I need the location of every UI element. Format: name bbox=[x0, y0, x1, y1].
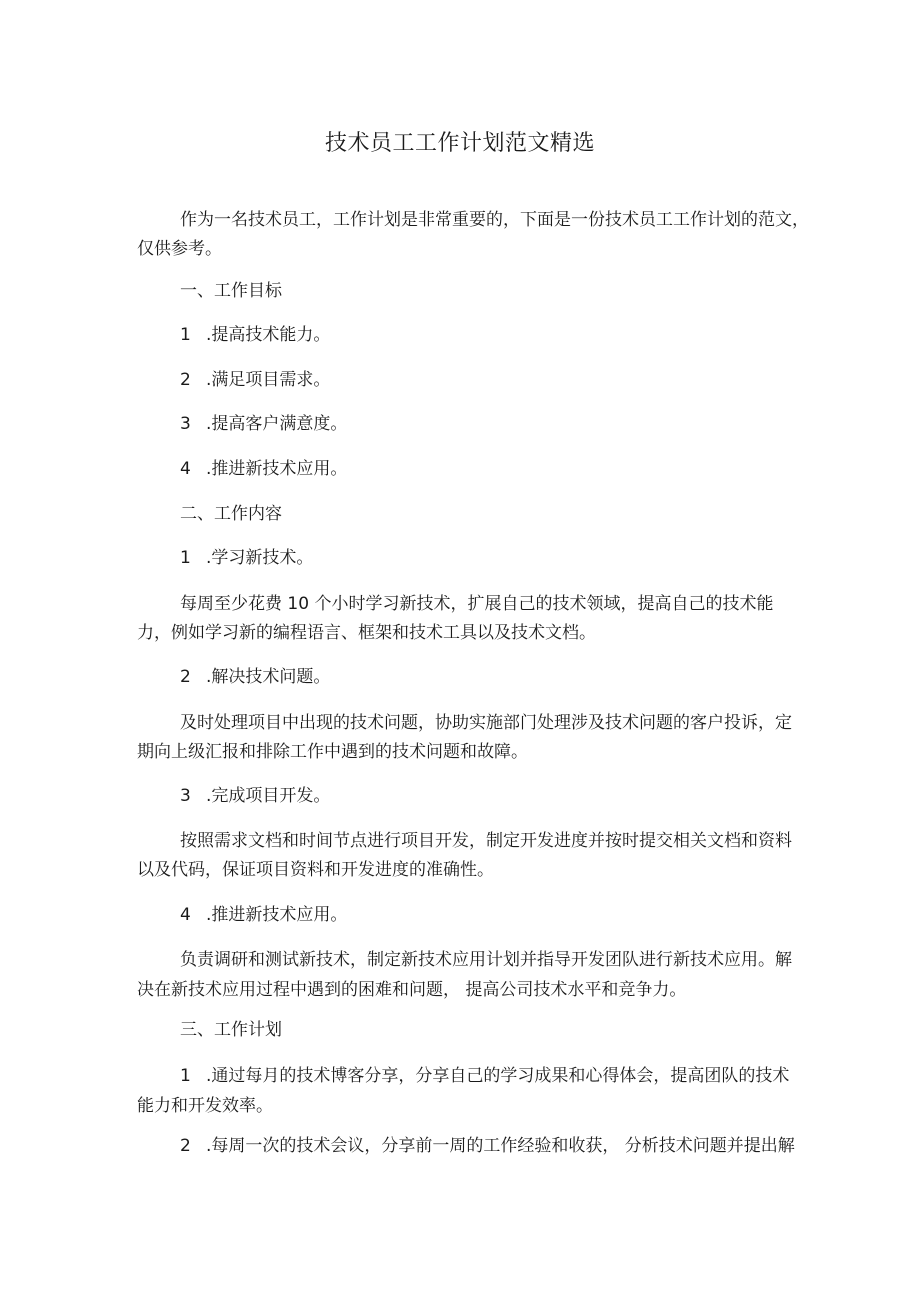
paragraph-line: 以及代码，保证项目资料和开发进度的准确性。 bbox=[137, 860, 494, 880]
item-text: .提高客户满意度。 bbox=[206, 414, 348, 434]
list-item bbox=[180, 785, 330, 807]
item-number: 1 bbox=[180, 325, 191, 345]
list-item bbox=[180, 666, 330, 688]
item-number: 2 bbox=[180, 1136, 191, 1156]
paragraph-line: 决在新技术应用过程中遇到的困难和问题， 提高公司技术水平和竞争力。 bbox=[137, 980, 687, 1000]
list-item bbox=[180, 458, 347, 480]
item-text: .满足项目需求。 bbox=[206, 370, 331, 390]
item-text: .完成项目开发。 bbox=[206, 786, 331, 806]
item-text: .推进新技术应用。 bbox=[206, 905, 348, 925]
document-title: 技术员工工作计划范文精选 bbox=[324, 131, 595, 156]
item-number: 1 bbox=[180, 1066, 191, 1086]
list-item bbox=[180, 904, 347, 926]
list-item bbox=[180, 413, 347, 435]
item-text: .解决技术问题。 bbox=[206, 667, 331, 687]
item-number: 1 bbox=[180, 548, 191, 568]
list-item bbox=[180, 324, 330, 346]
item-number: 3 bbox=[180, 414, 191, 434]
paragraph-line: 期向上级汇报和排除工作中遇到的技术问题和故障。 bbox=[137, 742, 528, 762]
item-number: 4 bbox=[180, 459, 191, 479]
list-item bbox=[180, 1065, 789, 1087]
section-heading-goals: 一、工作目标 bbox=[180, 281, 282, 301]
item-number: 2 bbox=[180, 667, 191, 687]
list-item bbox=[180, 547, 313, 569]
item-text: .每周一次的技术会议，分享前一周的工作经验和收获， 分析技术问题并提出解 bbox=[206, 1136, 795, 1156]
item-number: 4 bbox=[180, 905, 191, 925]
item-text: .通过每月的技术博客分享，分享自己的学习成果和心得体会，提高团队的技术 bbox=[206, 1066, 790, 1086]
list-item bbox=[180, 1135, 795, 1157]
item-number: 2 bbox=[180, 370, 191, 390]
section-heading-plan: 三、工作计划 bbox=[180, 1020, 282, 1040]
paragraph-line: 及时处理项目中出现的技术问题，协助实施部门处理涉及技术问题的客户投诉，定 bbox=[180, 713, 792, 733]
list-item bbox=[180, 369, 330, 391]
section-heading-content: 二、工作内容 bbox=[180, 504, 282, 524]
item-text: .提高技术能力。 bbox=[206, 325, 331, 345]
paragraph-line: 按照需求文档和时间节点进行项目开发，制定开发进度并按时提交相关文档和资料 bbox=[180, 831, 792, 851]
paragraph-line: 每周至少花费 10 个小时学习新技术，扩展自己的技术领域，提高自己的技术能 bbox=[180, 594, 774, 614]
paragraph-line: 负责调研和测试新技术，制定新技术应用计划并指导开发团队进行新技术应用。解 bbox=[180, 950, 792, 970]
intro-line-1: 作为一名技术员工，工作计划是非常重要的，下面是一份技术员工工作计划的范文， bbox=[180, 210, 809, 230]
item-text: .推进新技术应用。 bbox=[206, 459, 348, 479]
paragraph-line: 力，例如学习新的编程语言、框架和技术工具以及技术文档。 bbox=[137, 623, 596, 643]
paragraph-line: 能力和开发效率。 bbox=[137, 1096, 273, 1116]
item-text: .学习新技术。 bbox=[206, 548, 314, 568]
intro-line-2: 仅供参考。 bbox=[137, 239, 222, 259]
item-number: 3 bbox=[180, 786, 191, 806]
